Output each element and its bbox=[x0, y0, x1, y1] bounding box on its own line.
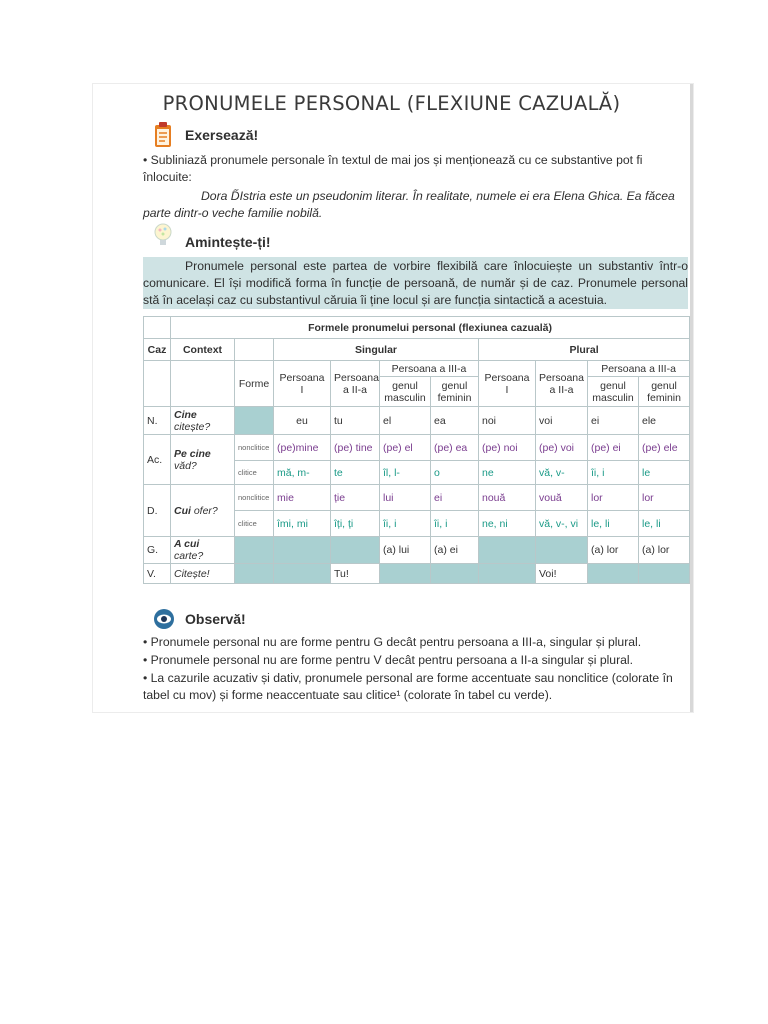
table-row: Ac. Pe cine văd? nonclitice (pe)mine (pe) tine (pe) el (pe) ea (pe) noi (pe) voi (pe) ei (pe) ele bbox=[144, 435, 690, 461]
header-sg-fem: genul feminin bbox=[431, 377, 479, 407]
context-cell: Cine citește? bbox=[171, 407, 235, 435]
form-cell: ei bbox=[588, 407, 639, 435]
form-cell: mie bbox=[274, 485, 331, 511]
eye-icon bbox=[153, 608, 175, 630]
header-plural: Plural bbox=[479, 339, 690, 361]
header-singular: Singular bbox=[274, 339, 479, 361]
case-label: N. bbox=[144, 407, 171, 435]
form-cell: (pe) ei bbox=[588, 435, 639, 461]
form-cell: vouă bbox=[536, 485, 588, 511]
case-label: V. bbox=[144, 564, 171, 584]
form-cell: lor bbox=[639, 485, 690, 511]
header-pl-pers1: Persoana I bbox=[479, 361, 536, 407]
form-cell: (a) ei bbox=[431, 537, 479, 564]
table-row: D. Cui ofer? nonclitice mie ție lui ei nouă vouă lor lor bbox=[144, 485, 690, 511]
observa-heading: Observă! bbox=[185, 611, 246, 627]
header-pl-masc: genul masculin bbox=[588, 377, 639, 407]
form-cell: (a) lui bbox=[380, 537, 431, 564]
header-caz: Caz bbox=[144, 339, 171, 361]
form-cell: voi bbox=[536, 407, 588, 435]
table-caption: Formele pronumelui personal (flexiunea cazuală) bbox=[171, 317, 690, 339]
form-cell: îl, l- bbox=[380, 461, 431, 485]
header-sg-masc: genul masculin bbox=[380, 377, 431, 407]
table-row bbox=[144, 407, 690, 435]
form-cell: îi, i bbox=[588, 461, 639, 485]
form-cell: îmi, mi bbox=[274, 511, 331, 537]
header-sg-pers3: Persoana a III-a bbox=[380, 361, 479, 377]
context-cell: A cui carte? bbox=[171, 537, 235, 564]
form-cell: lui bbox=[380, 485, 431, 511]
form-cell: le, li bbox=[588, 511, 639, 537]
form-cell: le bbox=[639, 461, 690, 485]
table-corner bbox=[144, 317, 171, 339]
textbook-page bbox=[93, 84, 693, 712]
form-cell: mă, m- bbox=[274, 461, 331, 485]
form-cell: ea bbox=[431, 407, 479, 435]
form-cell: (pe) tine bbox=[331, 435, 380, 461]
observa-line-3: • La cazurile acuzativ și dativ, pronumele personal are forme accentuate sau nonclitice (colorate în tabel cu mov) și forme neaccentuate sau clitice¹ (colorate în tabel cu verde). bbox=[143, 671, 673, 702]
observa-line-2: • Pronumele personal nu are forme pentru V decât pentru persoana a II-a singular și plural. bbox=[143, 653, 634, 667]
exerseaza-instruction: • Subliniază pronumele personale în textul de mai jos și menționează cu ce substantive pot fi înlocuite: bbox=[143, 153, 643, 184]
form-cell: Tu! bbox=[331, 564, 380, 584]
table-row bbox=[144, 564, 690, 584]
header-pl-fem: genul feminin bbox=[639, 377, 690, 407]
form-cell: Voi! bbox=[536, 564, 588, 584]
form-cell: ție bbox=[331, 485, 380, 511]
form-cell: noi bbox=[479, 407, 536, 435]
form-cell: o bbox=[431, 461, 479, 485]
clipboard-icon bbox=[153, 121, 173, 149]
aminteste-text: Pronumele personal este partea de vorbire flexibilă care înlocuiește un substantiv într-o comunicare. El își modifică forma în funcție de persoană, de număr și de caz. Pronumele personal stă în același caz cu substantivul căruia îi ține locul și are funcția sintactică a acestuia. bbox=[143, 259, 688, 307]
form-cell: (pe) voi bbox=[536, 435, 588, 461]
form-cell: îți, ți bbox=[331, 511, 380, 537]
form-cell: (pe)mine bbox=[274, 435, 331, 461]
form-cell: îi, i bbox=[380, 511, 431, 537]
header-forme: Forme bbox=[235, 361, 274, 407]
observa-line-1: • Pronumele personal nu are forme pentru G decât pentru persoana a III-a, singular și plural. bbox=[143, 635, 642, 649]
aminteste-heading: Amintește-ți! bbox=[185, 234, 271, 250]
table-row: clitice îmi, mi îți, ți îi, i îi, i ne, ni vă, v-, vi le, li le, li bbox=[144, 511, 690, 537]
case-label: G. bbox=[144, 537, 171, 564]
form-cell: tu bbox=[331, 407, 380, 435]
form-cell: el bbox=[380, 407, 431, 435]
form-cell: (a) lor bbox=[639, 537, 690, 564]
case-label: Ac. bbox=[144, 435, 171, 485]
pronoun-table bbox=[143, 316, 690, 584]
form-cell: vă, v-, vi bbox=[536, 511, 588, 537]
lightbulb-icon bbox=[153, 222, 173, 250]
header-pl-pers2: Persoana a II-a bbox=[536, 361, 588, 407]
context-cell: Pe cine văd? bbox=[171, 435, 235, 485]
form-cell: ei bbox=[431, 485, 479, 511]
form-cell: eu bbox=[274, 407, 331, 435]
exerseaza-text: Dora D᷉Istria este un pseudonim literar. În realitate, numele ei era Elena Ghica. Ea făcea parte dintr-o veche familie nobilă. bbox=[143, 189, 675, 220]
header-pl-pers3: Persoana a III-a bbox=[588, 361, 690, 377]
form-cell: ne, ni bbox=[479, 511, 536, 537]
header-sg-pers1: Persoana I bbox=[274, 361, 331, 407]
form-cell: (pe) ea bbox=[431, 435, 479, 461]
context-cell: Cui ofer? bbox=[171, 485, 235, 537]
context-cell: Citește! bbox=[171, 564, 235, 584]
form-cell: te bbox=[331, 461, 380, 485]
form-cell: ne bbox=[479, 461, 536, 485]
form-cell: vă, v- bbox=[536, 461, 588, 485]
form-cell: le, li bbox=[639, 511, 690, 537]
table-row: clitice mă, m- te îl, l- o ne vă, v- îi, i le bbox=[144, 461, 690, 485]
form-cell: (pe) el bbox=[380, 435, 431, 461]
table-row bbox=[144, 537, 690, 564]
page-title: PRONUMELE PERSONAL (FLEXIUNE CAZUALĂ) bbox=[162, 92, 621, 115]
header-context: Context bbox=[171, 339, 235, 361]
form-cell: lor bbox=[588, 485, 639, 511]
form-cell: ele bbox=[639, 407, 690, 435]
form-cell: nouă bbox=[479, 485, 536, 511]
header-sg-pers2: Persoana a II-a bbox=[331, 361, 380, 407]
form-cell: (a) lor bbox=[588, 537, 639, 564]
exerseaza-heading: Exersează! bbox=[185, 127, 259, 143]
form-cell: (pe) ele bbox=[639, 435, 690, 461]
form-cell: îi, i bbox=[431, 511, 479, 537]
case-label: D. bbox=[144, 485, 171, 537]
form-cell: (pe) noi bbox=[479, 435, 536, 461]
